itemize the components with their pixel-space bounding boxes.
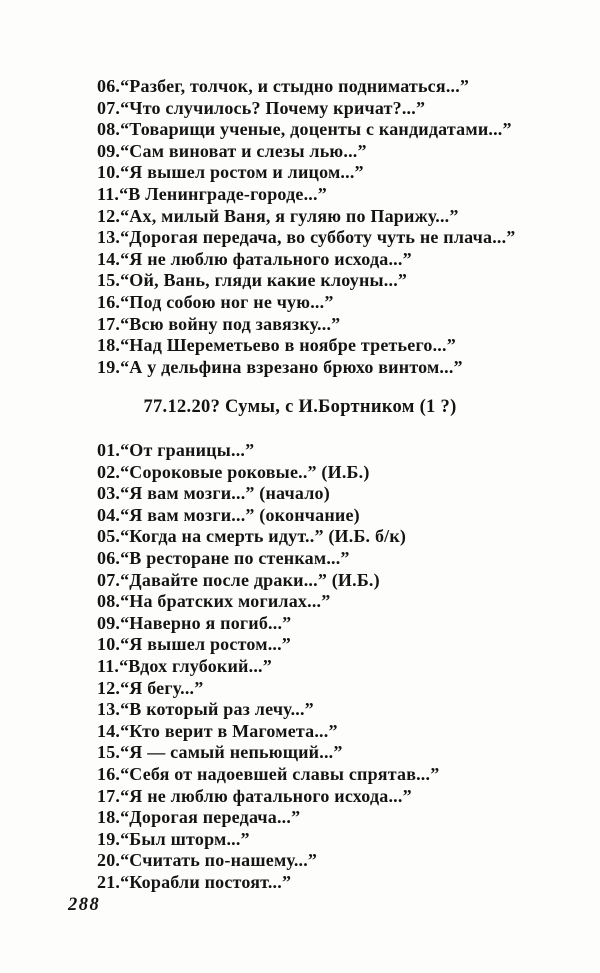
- setlist-line: [97, 742, 439, 764]
- track-title: “Давайте после драки...” (И.Б.): [120, 569, 380, 590]
- track-title: “Я не люблю фатального исхода...”: [120, 785, 412, 806]
- track-number: 04.: [97, 504, 121, 525]
- setlist-line: [97, 98, 516, 120]
- track-number: 18.: [97, 335, 121, 356]
- setlist-top: [97, 76, 516, 378]
- track-title: “Всю войну под завязку...”: [120, 313, 341, 334]
- track-number: 06.: [97, 547, 121, 568]
- track-title: “Дорогая передача, во субботу чуть не плача...”: [120, 227, 516, 248]
- track-title: “Корабли постоят...”: [120, 871, 292, 892]
- track-title: “Я не люблю фатального исхода...”: [120, 248, 412, 269]
- track-title: “Когда на смерть идут..” (И.Б. б/к): [120, 526, 407, 547]
- track-number: 08.: [97, 591, 121, 612]
- track-title: “Я бегу...”: [120, 677, 204, 698]
- track-number: 07.: [97, 97, 121, 118]
- track-title: “Я вам мозги...” (окончание): [120, 504, 360, 525]
- track-title: “Товарищи ученые, доценты с кандидатами...”: [120, 119, 512, 140]
- setlist-line: [97, 764, 439, 786]
- track-number: 16.: [97, 763, 121, 784]
- setlist-line: [97, 162, 516, 184]
- setlist-line: [97, 591, 439, 613]
- track-title: “Над Шереметьево в ноябре третьего...”: [120, 335, 456, 356]
- setlist-line: [97, 786, 439, 808]
- track-number: 08.: [97, 119, 121, 140]
- track-title: “Сам виноват и слезы лью...”: [120, 140, 367, 161]
- setlist-line: [97, 206, 516, 228]
- track-number: 09.: [97, 612, 121, 633]
- setlist-line: [97, 227, 516, 249]
- track-title: “На братских могилах...”: [120, 591, 331, 612]
- track-number: 06.: [97, 76, 121, 96]
- track-number: 12.: [97, 205, 121, 226]
- track-title: “А у дельфина взрезано брюхо винтом...”: [120, 356, 463, 377]
- track-number: 10.: [97, 162, 121, 183]
- track-title: “Вдох глубокий...”: [119, 655, 272, 676]
- track-number: 18.: [97, 807, 121, 828]
- track-title: “Что случилось? Почему кричат?...”: [120, 97, 426, 118]
- track-title: “Я вам мозги...” (начало): [120, 483, 330, 504]
- concert-heading: 77.12.20? Сумы, с И.Бортником (1 ?): [143, 397, 457, 417]
- track-number: 15.: [97, 742, 121, 763]
- setlist-line: [97, 613, 439, 635]
- setlist-line: [97, 570, 439, 592]
- setlist-line: [97, 829, 439, 851]
- track-number: 13.: [97, 227, 121, 248]
- track-number: 07.: [97, 569, 121, 590]
- track-number: 05.: [97, 526, 121, 547]
- track-number: 19.: [97, 828, 121, 849]
- setlist-line: [97, 872, 439, 894]
- track-title: “Разбег, толчок, и стыдно подниматься...”: [120, 76, 470, 96]
- track-number: 02.: [97, 461, 121, 482]
- track-number: 19.: [97, 356, 121, 377]
- setlist-line: [97, 634, 439, 656]
- setlist-line: [97, 335, 516, 357]
- setlist-line: [97, 76, 516, 98]
- track-title: “В ресторане по стенкам...”: [120, 547, 350, 568]
- track-title: “Я — самый непьющий...”: [120, 742, 343, 763]
- track-number: 15.: [97, 270, 121, 291]
- setlist-line: [97, 850, 439, 872]
- track-title: “Я вышел ростом...”: [120, 634, 291, 655]
- track-number: 11.: [97, 655, 120, 676]
- track-number: 17.: [97, 313, 121, 334]
- track-number: 20.: [97, 850, 121, 871]
- setlist-line: [97, 141, 516, 163]
- track-number: 16.: [97, 291, 121, 312]
- setlist-line: [97, 526, 439, 548]
- setlist-line: [97, 505, 439, 527]
- track-number: 03.: [97, 483, 121, 504]
- track-number: 12.: [97, 677, 121, 698]
- track-title: “Наверно я погиб...”: [120, 612, 292, 633]
- track-number: 21.: [97, 871, 121, 892]
- track-title: “Дорогая передача...”: [120, 807, 301, 828]
- setlist-line: [97, 699, 439, 721]
- setlist-line: [97, 249, 516, 271]
- track-title: “Себя от надоевшей славы спрятав...”: [120, 763, 440, 784]
- setlist-line: [97, 483, 439, 505]
- setlist-line: [97, 119, 516, 141]
- track-title: “Под собою ног не чую...”: [120, 291, 334, 312]
- track-number: 10.: [97, 634, 121, 655]
- track-number: 13.: [97, 699, 121, 720]
- setlist-line: [97, 678, 439, 700]
- track-title: “В который раз лечу...”: [120, 699, 314, 720]
- page-number: 288: [68, 895, 101, 915]
- track-title: “От границы...”: [120, 440, 255, 460]
- track-title: “Сороковые роковые..” (И.Б.): [120, 461, 370, 482]
- setlist-line: [97, 721, 439, 743]
- setlist-line: [97, 807, 439, 829]
- track-number: 11.: [97, 183, 120, 204]
- track-title: “Кто верит в Магомета...”: [120, 720, 338, 741]
- track-number: 14.: [97, 248, 121, 269]
- setlist-line: [97, 270, 516, 292]
- track-title: “Я вышел ростом и лицом...”: [120, 162, 364, 183]
- track-number: 01.: [97, 440, 121, 460]
- track-number: 09.: [97, 140, 121, 161]
- track-number: 17.: [97, 785, 121, 806]
- setlist-line: [97, 440, 439, 462]
- setlist-line: [97, 314, 516, 336]
- setlist-bottom: [97, 440, 439, 893]
- track-title: “Ой, Вань, гляди какие клоуны...”: [120, 270, 408, 291]
- track-title: “Считать по-нашему...”: [120, 850, 318, 871]
- track-title: “Был шторм...”: [120, 828, 250, 849]
- setlist-line: [97, 656, 439, 678]
- setlist-line: [97, 292, 516, 314]
- setlist-line: [97, 548, 439, 570]
- setlist-line: [97, 462, 439, 484]
- track-title: “В Ленинграде-городе...”: [119, 183, 327, 204]
- setlist-line: [97, 184, 516, 206]
- setlist-line: [97, 357, 516, 379]
- track-number: 14.: [97, 720, 121, 741]
- track-title: “Ах, милый Ваня, я гуляю по Парижу...”: [120, 205, 459, 226]
